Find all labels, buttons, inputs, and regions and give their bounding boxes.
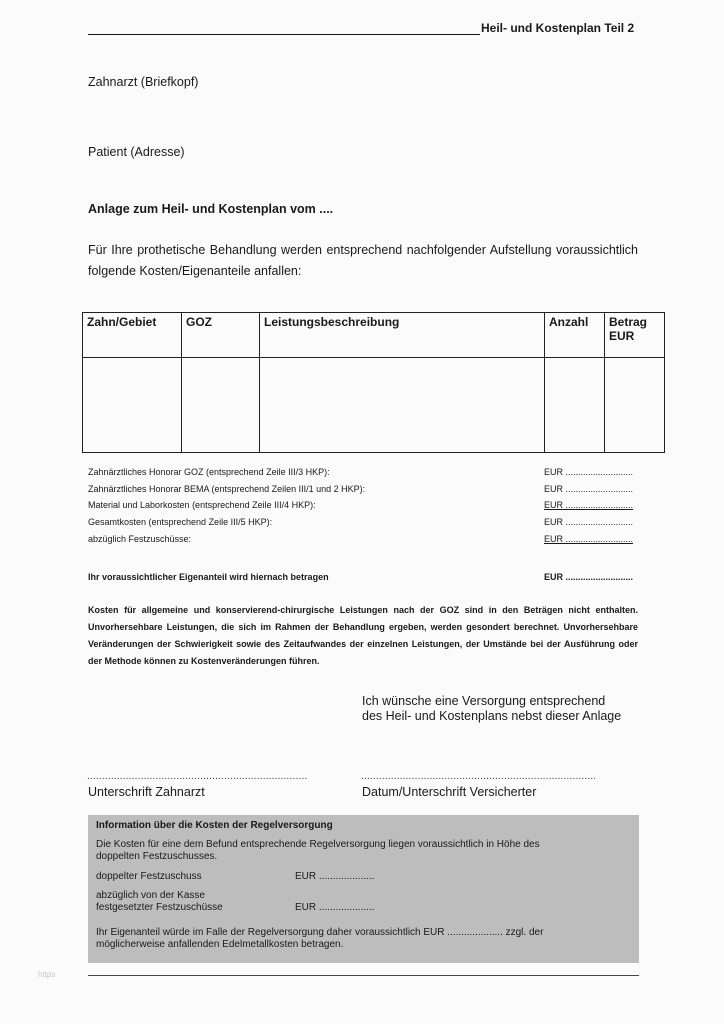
double-subsidy-label: doppelter Festzuschuss — [96, 871, 202, 882]
summary-value-field[interactable]: EUR ........................... — [544, 467, 634, 477]
deduction-label-line-2: festgesetzter Festzuschüsse — [96, 902, 223, 913]
own-share-text-line-2: möglicherweise anfallenden Edelmetallkosten betragen. — [96, 939, 344, 950]
summary-value-field[interactable]: EUR ........................... — [544, 517, 634, 527]
insured-signature-label: Datum/Unterschrift Versicherter — [362, 785, 537, 799]
cell-betrag[interactable] — [605, 358, 665, 453]
summary-row-total-costs — [88, 517, 638, 531]
deduction-value-field[interactable]: EUR .................... — [295, 902, 375, 913]
cell-zahn-gebiet[interactable] — [83, 358, 182, 453]
footer-rule — [88, 975, 639, 976]
own-share-text-line-1: Ihr Eigenanteil würde im Falle der Regelversorgung daher voraussichtlich EUR .................... zzgl. der — [96, 927, 544, 938]
info-box-title: Information über die Kosten der Regelversorgung — [96, 820, 333, 831]
consent-line-1: Ich wünsche eine Versorgung entsprechend — [362, 694, 606, 708]
cell-leistungsbeschreibung[interactable] — [260, 358, 545, 453]
summary-label: Gesamtkosten (entsprechend Zeile III/5 HKP): — [88, 517, 273, 527]
column-header-leistungsbeschreibung: Leistungsbeschreibung — [260, 313, 545, 358]
summary-row-bema — [88, 484, 638, 498]
dentist-letterhead-placeholder: Zahnarzt (Briefkopf) — [88, 75, 199, 89]
cost-notes-paragraph: Kosten für allgemeine und konservierend-chirurgische Leistungen nach der GOZ sind in den Beträgen nicht enthalten. Unvorhersehbare Leistungen, die sich im Rahmen der Behandlung ergeben, werden gesondert berechnet. Unvorhersehbare Veränderungen der Schwierigkeit sowie des Zeitaufwandes der einzelnen Leistungen, der Umstände bei der Ausführung oder der Methode können zu Kostenveränderungen führen. — [88, 605, 638, 666]
summary-value-field[interactable]: EUR ........................... — [544, 500, 634, 510]
deduction-label-line-1: abzüglich von der Kasse — [96, 890, 205, 901]
summary-label: Zahnärztliches Honorar BEMA (entsprechend Zeilen III/1 und 2 HKP): — [88, 484, 366, 494]
dentist-signature-line[interactable]: .......................................................................... — [87, 771, 308, 782]
header-rule — [88, 34, 480, 35]
summary-row-goz — [88, 467, 638, 481]
intro-paragraph: Für Ihre prothetische Behandlung werden entsprechend nachfolgender Aufstellung voraussichtlich folgende Kosten/Eigenanteile anfallen: — [88, 243, 638, 278]
consent-line-2: des Heil- und Kostenplans nebst dieser Anlage — [362, 709, 622, 723]
cell-anzahl[interactable] — [545, 358, 605, 453]
summary-label: Zahnärztliches Honorar GOZ (entsprechend Zeile III/3 HKP): — [88, 467, 330, 477]
document-header-title: Heil- und Kostenplan Teil 2 — [481, 21, 635, 35]
summary-row-material — [88, 500, 638, 514]
insured-signature-line[interactable]: ............................................................................... — [361, 771, 597, 782]
double-subsidy-value-field[interactable]: EUR .................... — [295, 871, 375, 882]
cost-table — [82, 312, 665, 453]
own-share-label: Ihr voraussichtlicher Eigenanteil wird hiernach betragen — [88, 572, 329, 582]
summary-label: abzüglich Festzuschüsse: — [88, 534, 192, 544]
cost-table-header-row — [83, 313, 665, 358]
regelversorgung-info-box — [88, 815, 639, 963]
cell-goz[interactable] — [182, 358, 260, 453]
column-header-goz: GOZ — [182, 313, 260, 358]
own-share-value-field[interactable]: EUR ........................... — [544, 572, 634, 582]
summary-value-field[interactable]: EUR ........................... — [544, 534, 634, 544]
subject-line: Anlage zum Heil- und Kostenplan vom .... — [88, 202, 334, 216]
column-header-zahn-gebiet: Zahn/Gebiet — [83, 313, 182, 358]
summary-row-own-share — [88, 572, 638, 586]
summary-label: Material und Laborkosten (entsprechend Zeile III/4 HKP): — [88, 500, 316, 510]
summary-value-field[interactable]: EUR ........................... — [544, 484, 634, 494]
dentist-signature-label: Unterschrift Zahnarzt — [88, 785, 205, 799]
cost-table-entry-row — [83, 358, 665, 453]
info-box-text-line-2: doppelten Festzuschusses. — [96, 851, 218, 862]
patient-address-placeholder: Patient (Adresse) — [88, 145, 185, 159]
column-header-anzahl: Anzahl — [545, 313, 605, 358]
watermark-text: https — [38, 970, 56, 979]
info-box-text-line-1: Die Kosten für eine dem Befund entsprechende Regelversorgung liegen voraussichtlich in Höhe des — [96, 839, 540, 850]
summary-row-festzuschuesse — [88, 534, 638, 548]
column-header-betrag: Betrag EUR — [605, 313, 665, 358]
